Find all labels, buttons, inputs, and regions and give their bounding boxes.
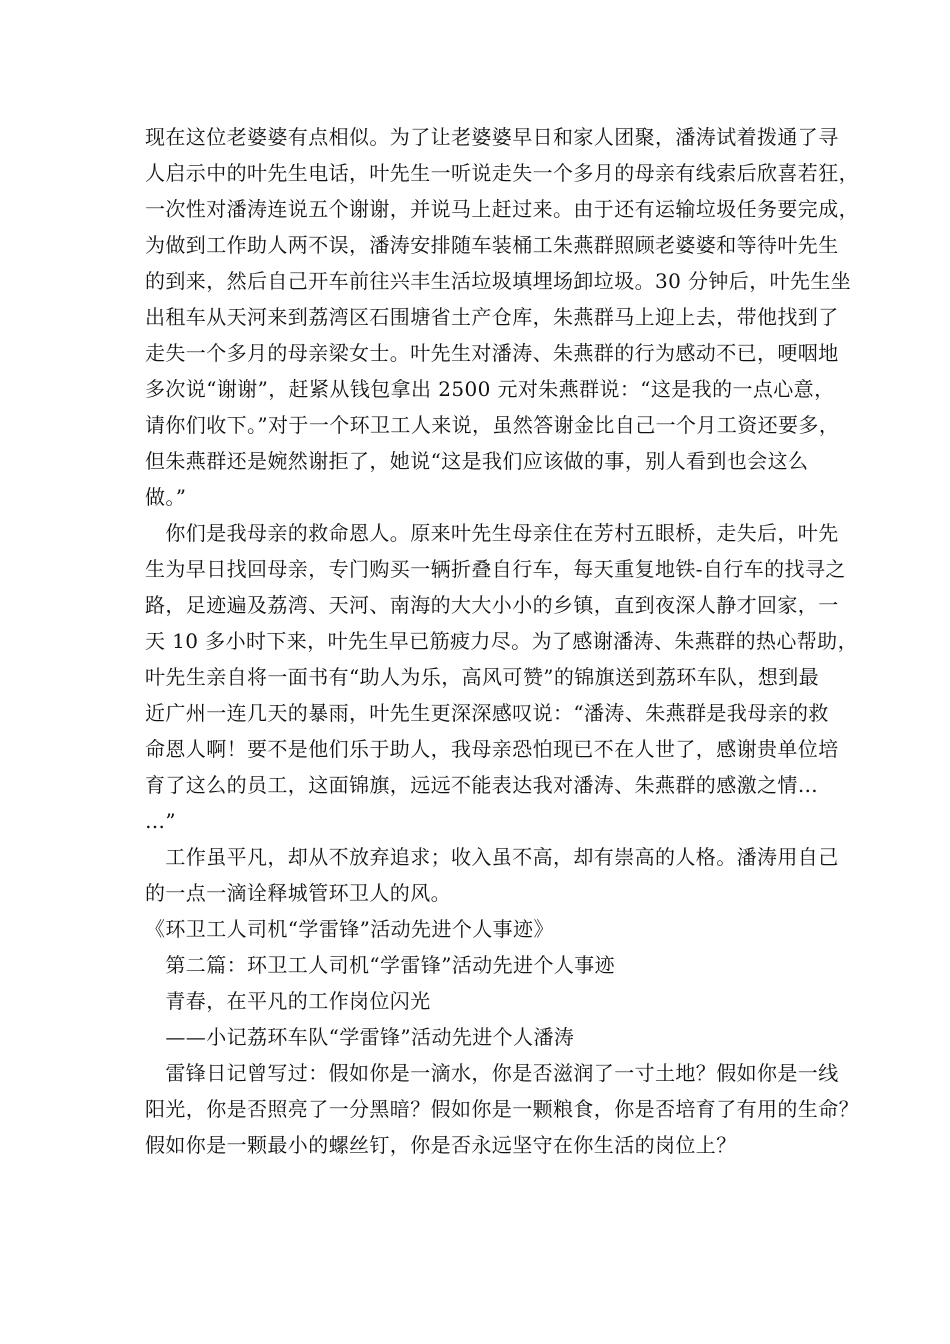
document-body xyxy=(145,119,859,1163)
text-line: 现在这位老婆婆有点相似。为了让老婆婆早日和家人团聚，潘涛试着拨通了寻 xyxy=(145,125,839,149)
article-title: 《环卫工人司机“学雷锋”活动先进个人事迹》 xyxy=(145,917,554,941)
text-line: 出租车从天河来到荔湾区石围塘省土产仓库，朱燕群马上迎上去，带他找到了 xyxy=(145,305,839,329)
paragraph-4 xyxy=(145,1055,859,1163)
text-line: 的到来，然后自己开车前往兴丰生活垃圾填埋场卸垃圾。30 分钟后，叶先生坐 xyxy=(145,269,852,293)
text-line: 叶先生亲自将一面书有“助人为乐，高风可赞”的锦旗送到荔环车队，想到最 xyxy=(145,665,820,689)
text-line: 你们是我母亲的救命恩人。原来叶先生母亲住在芳村五眼桥，走失后，叶先 xyxy=(145,521,839,545)
text-line: 多次说“谢谢”，赶紧从钱包拿出 2500 元对朱燕群说：“这是我的一点心意， xyxy=(145,377,835,401)
chapter-heading: 第二篇：环卫工人司机“学雷锋”活动先进个人事迹 xyxy=(145,953,616,977)
text-line: 但朱燕群还是婉然谢拒了，她说“这是我们应该做的事，别人看到也会这么 xyxy=(145,449,809,473)
text-line: 天 10 多小时下来，叶先生早已筋疲力尽。为了感谢潘涛、朱燕群的热心帮助， xyxy=(145,629,858,653)
text-line: 做。” xyxy=(145,485,187,509)
section-headings xyxy=(145,911,817,1055)
text-line: 一次性对潘涛连说五个谢谢，并说马上赶过来。由于还有运输垃圾任务要完成， xyxy=(145,197,859,221)
text-line: 的一点一滴诠释城管环卫人的风。 xyxy=(145,881,451,905)
text-line: 人启示中的叶先生电话，叶先生一听说走失一个多月的母亲有线索后欣喜若狂， xyxy=(145,161,859,185)
text-line: 生为早日找回母亲，专门购买一辆折叠自行车，每天重复地铁-自行车的找寻之 xyxy=(145,557,846,581)
text-line: 走失一个多月的母亲梁女士。叶先生对潘涛、朱燕群的行为感动不已，哽咽地 xyxy=(145,341,839,365)
text-line: 路，足迹遍及荔湾、天河、南海的大大小小的乡镇，直到夜深人静才回家，一 xyxy=(145,593,839,617)
paragraph-1 xyxy=(145,119,859,515)
article-headline: 青春，在平凡的工作岗位闪光 xyxy=(145,989,431,1013)
text-line: 为做到工作助人两不误，潘涛安排随车装桶工朱燕群照顾老婆婆和等待叶先生 xyxy=(145,233,839,257)
text-line: 命恩人啊！要不是他们乐于助人，我母亲恐怕现已不在人世了，感谢贵单位培 xyxy=(145,737,839,761)
text-line: 雷锋日记曾写过：假如你是一滴水，你是否滋润了一寸土地？假如你是一线 xyxy=(145,1061,839,1085)
text-line: 工作虽平凡，却从不放弃追求；收入虽不高，却有崇高的人格。潘涛用自己 xyxy=(145,845,839,869)
text-line: …” xyxy=(145,809,177,833)
text-line: 育了这么的员工，这面锦旗，远远不能表达我对潘涛、朱燕群的感激之情… xyxy=(145,773,819,797)
text-line: 阳光，你是否照亮了一分黑暗？假如你是一颗粮食，你是否培育了有用的生命？ xyxy=(145,1097,859,1121)
text-line: 近广州一连几天的暴雨，叶先生更深深感叹说：“潘涛、朱燕群是我母亲的救 xyxy=(145,701,829,725)
text-line: 请你们收下。”对于一个环卫工人来说，虽然答谢金比自己一个月工资还要多， xyxy=(145,413,840,437)
text-line: 假如你是一颗最小的螺丝钉，你是否永远坚守在你生活的岗位上？ xyxy=(145,1133,737,1157)
paragraph-3 xyxy=(145,839,839,911)
paragraph-2 xyxy=(145,515,858,839)
article-subtitle: ——小记荔环车队“学雷锋”活动先进个人潘涛 xyxy=(145,1025,575,1049)
